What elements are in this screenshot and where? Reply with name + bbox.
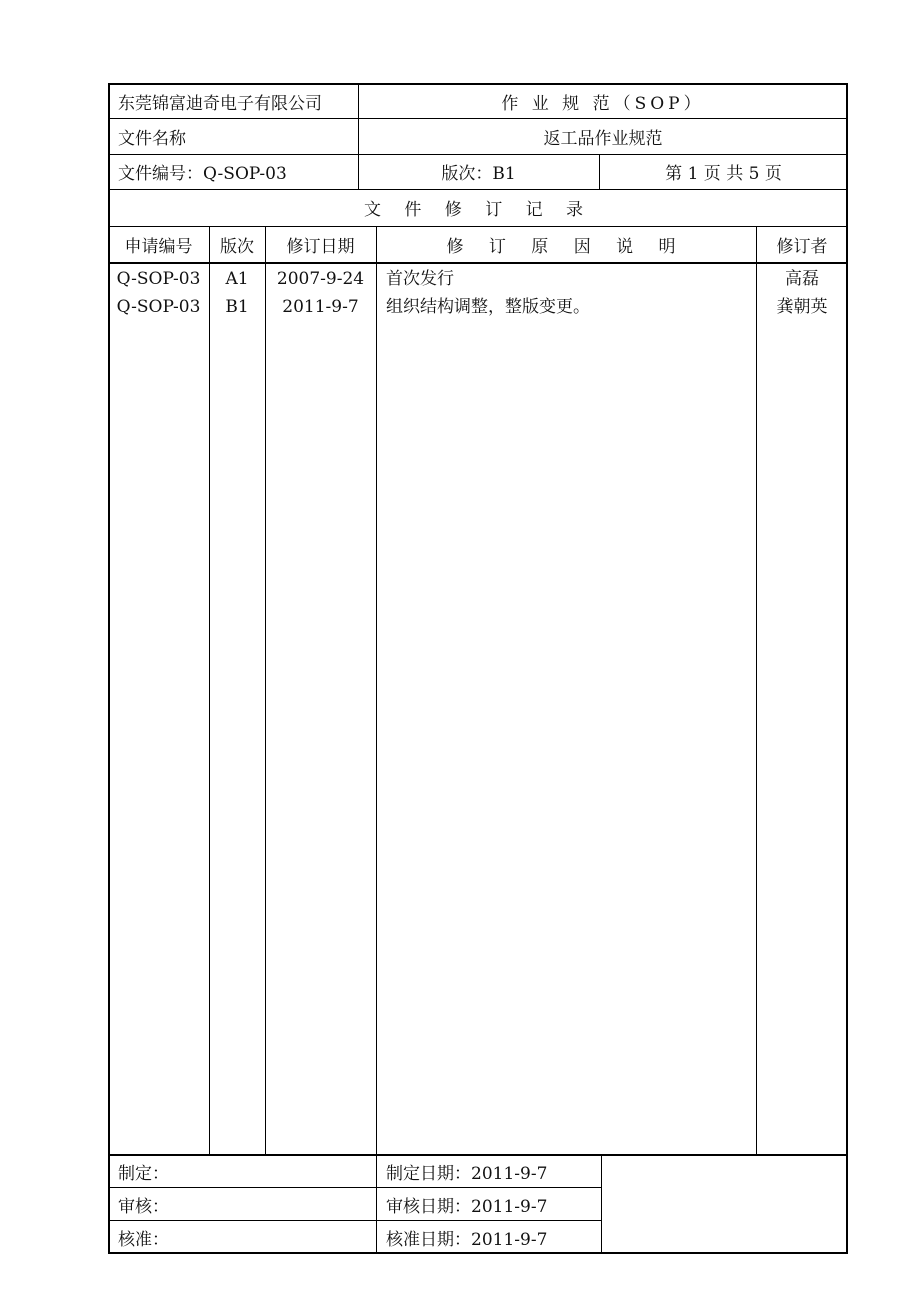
reviewed-date-field: 审核日期：2011-9-7 — [386, 1197, 548, 1217]
table-row-date: 2007-9-24 — [276, 269, 365, 289]
page-info: 第 1 页 共 5 页 — [665, 164, 782, 184]
request-no-column — [108, 265, 209, 321]
footer-divider — [601, 1154, 602, 1254]
col-header-request-no: 申请编号 — [124, 236, 193, 257]
version-info: 版次：B1 — [441, 164, 516, 184]
approved-by-field: 核准： — [118, 1229, 169, 1250]
table-row-reason: 组织结构调整，整版变更。 — [386, 297, 590, 317]
approved-date-field: 核准日期：2011-9-7 — [386, 1229, 548, 1250]
col-divider-3 — [376, 226, 377, 1254]
made-by-field: 制定： — [118, 1164, 169, 1184]
table-row-request-no: Q-SOP-03 — [116, 269, 201, 289]
col-header-version: 版次 — [220, 236, 254, 257]
document-type: 作 业 规 范（SOP） — [501, 93, 705, 114]
table-row-version: A1 — [225, 269, 249, 289]
table-row-reason: 首次发行 — [386, 269, 454, 289]
table-row-request-no: Q-SOP-03 — [116, 297, 201, 317]
table-row-reviser: 龚朝英 — [776, 297, 828, 317]
made-date-field: 制定日期：2011-9-7 — [386, 1164, 548, 1184]
reason-column — [376, 265, 756, 321]
rule-5 — [108, 262, 848, 264]
file-number: 文件编号：Q-SOP-03 — [118, 164, 287, 184]
revision-record-title: 文 件 修 订 记 录 — [363, 200, 593, 220]
col-divider-1 — [209, 226, 210, 1155]
sop-document — [108, 83, 848, 1254]
col-header-reviser: 修订者 — [776, 236, 828, 257]
file-name-value: 返工品作业规范 — [543, 129, 663, 149]
col-header-date: 修订日期 — [286, 236, 355, 257]
file-name-label: 文件名称 — [118, 129, 186, 149]
table-row-reviser: 高磊 — [785, 269, 819, 289]
table-row-version: B1 — [225, 297, 249, 317]
col-divider-2 — [265, 226, 266, 1155]
table-row-date: 2011-9-7 — [282, 297, 359, 317]
reviser-column — [756, 265, 848, 321]
col-header-reason: 修 订 原 因 说 明 — [446, 236, 686, 257]
date-column — [265, 265, 376, 321]
company-name: 东莞锦富迪奇电子有限公司 — [118, 93, 322, 114]
version-column — [209, 265, 265, 321]
reviewed-by-field: 审核： — [118, 1197, 169, 1217]
col-divider-4 — [756, 226, 757, 1155]
